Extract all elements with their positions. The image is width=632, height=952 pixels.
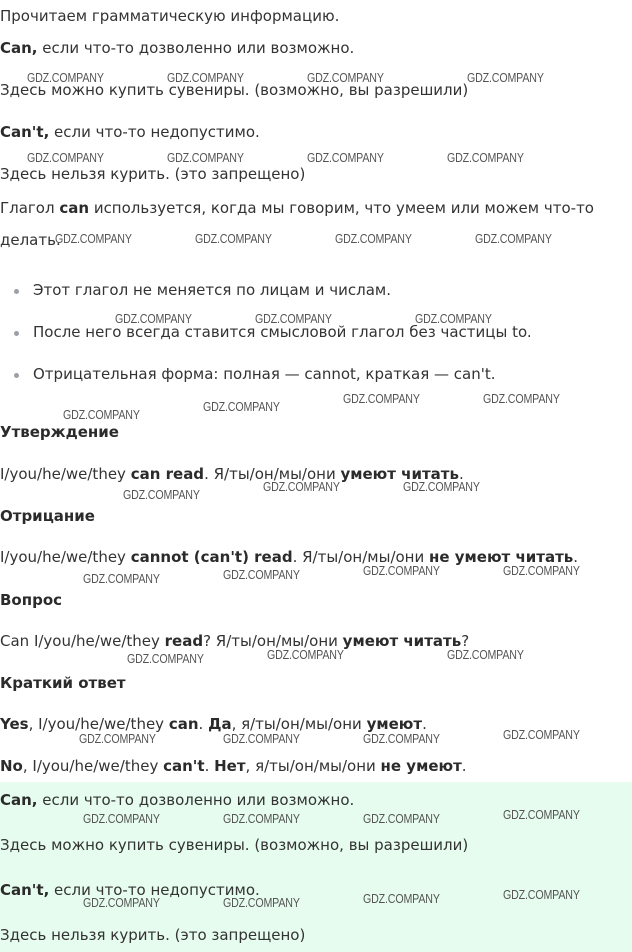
watermark-text: GDZ.COMPANY bbox=[267, 647, 344, 662]
watermark-text: GDZ.COMPANY bbox=[223, 895, 300, 910]
watermark-text: GDZ.COMPANY bbox=[363, 811, 440, 826]
green-can-rule: Can, если что-то дозволенно или возможно. bbox=[0, 791, 355, 809]
watermark-text: GDZ.COMPANY bbox=[363, 891, 440, 906]
green-cant-rule: Can't, если что-то недопустимо. bbox=[0, 881, 260, 899]
can-example: Здесь можно купить сувениры. (возможно, вы разрешили) bbox=[0, 81, 469, 99]
cant-rule: Can't, если что-то недопустимо. bbox=[0, 123, 260, 141]
watermark-text: GDZ.COMPANY bbox=[255, 311, 332, 326]
watermark-text: GDZ.COMPANY bbox=[503, 807, 580, 822]
watermark-text: GDZ.COMPANY bbox=[307, 70, 384, 85]
watermark-text: GDZ.COMPANY bbox=[55, 231, 132, 246]
watermark-text: GDZ.COMPANY bbox=[223, 731, 300, 746]
watermark-text: GDZ.COMPANY bbox=[27, 70, 104, 85]
watermark-text: GDZ.COMPANY bbox=[63, 407, 140, 422]
watermark-text: GDZ.COMPANY bbox=[483, 391, 560, 406]
green-cant-example: Здесь нельзя курить. (это запрещено) bbox=[0, 926, 306, 944]
watermark-text: GDZ.COMPANY bbox=[503, 727, 580, 742]
watermark-text: GDZ.COMPANY bbox=[475, 231, 552, 246]
verb-description-end: делать. bbox=[0, 231, 61, 249]
watermark-text: GDZ.COMPANY bbox=[27, 150, 104, 165]
watermark-text: GDZ.COMPANY bbox=[195, 231, 272, 246]
watermark-text: GDZ.COMPANY bbox=[167, 150, 244, 165]
watermark-text: GDZ.COMPANY bbox=[343, 391, 420, 406]
watermark-text: GDZ.COMPANY bbox=[263, 479, 340, 494]
bullet-dot bbox=[14, 289, 19, 294]
watermark-text: GDZ.COMPANY bbox=[223, 811, 300, 826]
watermark-text: GDZ.COMPANY bbox=[447, 150, 524, 165]
watermark-text: GDZ.COMPANY bbox=[467, 70, 544, 85]
watermark-text: GDZ.COMPANY bbox=[307, 150, 384, 165]
watermark-text: GDZ.COMPANY bbox=[115, 311, 192, 326]
watermark-text: GDZ.COMPANY bbox=[167, 70, 244, 85]
watermark-text: GDZ.COMPANY bbox=[79, 731, 156, 746]
watermark-text: GDZ.COMPANY bbox=[447, 647, 524, 662]
negative-example: I/you/he/we/they cannot (can't) read. Я/ты/он/мы/они не умеют читать. bbox=[0, 548, 579, 566]
bullet-dot bbox=[14, 331, 19, 336]
bullet-item: Отрицательная форма: полная — cannot, краткая — can't. bbox=[33, 365, 496, 383]
short-answer-yes: Yes, I/you/he/we/they can. Да, я/ты/он/мы/они умеют. bbox=[0, 715, 427, 733]
watermark-text: GDZ.COMPANY bbox=[223, 567, 300, 582]
question-heading: Вопрос bbox=[0, 591, 63, 609]
affirmative-example: I/you/he/we/they can read. Я/ты/он/мы/они умеют читать. bbox=[0, 465, 464, 483]
watermark-text: GDZ.COMPANY bbox=[335, 231, 412, 246]
watermark-text: GDZ.COMPANY bbox=[203, 399, 280, 414]
watermark-text: GDZ.COMPANY bbox=[127, 651, 204, 666]
watermark-text: GDZ.COMPANY bbox=[503, 887, 580, 902]
watermark-text: GDZ.COMPANY bbox=[83, 895, 160, 910]
verb-description: Глагол can используется, когда мы говорим, что умеем или можем что-то bbox=[0, 199, 594, 217]
affirmative-heading: Утверждение bbox=[0, 423, 119, 441]
watermark-text: GDZ.COMPANY bbox=[503, 563, 580, 578]
short-answer-no: No, I/you/he/we/they can't. Нет, я/ты/он/мы/они не умеют. bbox=[0, 757, 467, 775]
short-answer-heading: Краткий ответ bbox=[0, 674, 126, 692]
can-rule: Can, если что-то дозволенно или возможно. bbox=[0, 39, 355, 57]
watermark-text: GDZ.COMPANY bbox=[363, 563, 440, 578]
watermark-text: GDZ.COMPANY bbox=[123, 487, 200, 502]
bullet-item: После него всегда ставится смысловой глагол без частицы to. bbox=[33, 323, 532, 341]
negative-heading: Отрицание bbox=[0, 507, 95, 525]
watermark-text: GDZ.COMPANY bbox=[403, 479, 480, 494]
intro-text: Прочитаем грамматическую информацию. bbox=[0, 7, 340, 25]
watermark-text: GDZ.COMPANY bbox=[83, 811, 160, 826]
bullet-dot bbox=[14, 373, 19, 378]
cant-example: Здесь нельзя курить. (это запрещено) bbox=[0, 165, 306, 183]
green-can-example: Здесь можно купить сувениры. (возможно, вы разрешили) bbox=[0, 836, 469, 854]
question-example: Can I/you/he/we/they read? Я/ты/он/мы/они умеют читать? bbox=[0, 632, 470, 650]
watermark-text: GDZ.COMPANY bbox=[363, 731, 440, 746]
bullet-item: Этот глагол не меняется по лицам и числам. bbox=[33, 281, 391, 299]
watermark-text: GDZ.COMPANY bbox=[83, 571, 160, 586]
watermark-text: GDZ.COMPANY bbox=[415, 311, 492, 326]
